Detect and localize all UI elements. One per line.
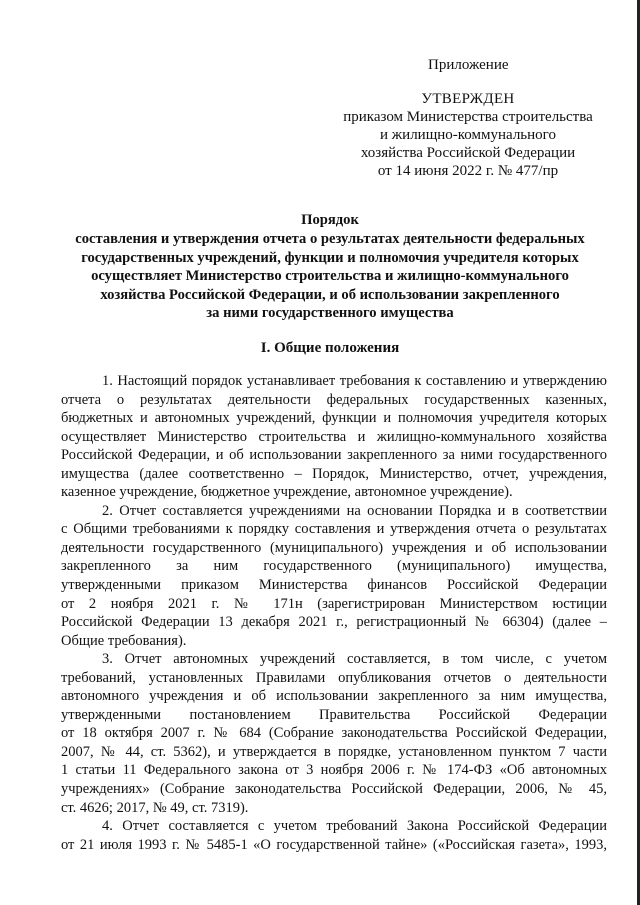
text-line: учреждениях» (Собрание законодательства Российской Федерации, 2006, № 45, (61, 781, 607, 798)
text-line: имущества (далее соответственно – Порядок, Министерство, отчет, учреждения, (61, 465, 607, 482)
text-line: 2. Отчет составляется учреждениями на основании Порядка и в соответствии (102, 502, 607, 519)
text-line: бюджетных и автономных учреждений, функции и полномочия учредителя которых (61, 410, 607, 427)
text-line: отчета о результатах деятельности федеральных государственных казенных, (61, 391, 607, 408)
text-line: 4. Отчет составляется с учетом требований Закона Российской Федерации (102, 818, 607, 835)
approval-line: и жилищно-коммунального (380, 127, 556, 143)
approved-heading: УТВЕРЖДЕН (421, 91, 515, 107)
text-line: от 2 ноября 2021 г. № 171н (зарегистрирован Министерством юстиции (61, 595, 607, 612)
text-line: казенное учреждение, бюджетное учреждение, автономное учреждение). (61, 484, 513, 501)
text-line: 1 статьи 11 Федерального закона от 3 ноября 2006 г. № 174-ФЗ «Об автономных (61, 762, 607, 779)
approval-line: от 14 июня 2022 г. № 477/пр (377, 163, 559, 179)
approval-line: хозяйства Российской Федерации (360, 145, 576, 161)
title-line: хозяйства Российской Федерации, и об использовании закрепленного (100, 286, 560, 303)
section-heading: I. Общие положения (260, 340, 400, 356)
text-line: 2007, № 44, ст. 5362), и утверждается в порядке, установленном пунктом 7 части (61, 743, 607, 760)
text-line: 1. Настоящий порядок устанавливает требования к составлению и утверждению (102, 373, 607, 389)
text-line: закрепленного за ним государственного (муниципального) имущества, (61, 558, 607, 575)
approval-block (340, 90, 596, 180)
text-line: осуществляет Министерство строительства и жилищно-коммунального хозяйства (61, 428, 607, 445)
text-line: утвержденными постановлением Правительства Российской Федерации (61, 706, 607, 723)
text-line: от 18 октября 2007 г. № 684 (Собрание законодательства Российской Федерации, (61, 725, 607, 742)
body-text (61, 372, 607, 854)
text-line: требований, установленных Правилами опубликования отчетов о деятельности (61, 669, 607, 686)
text-line: деятельности государственного (муниципального) учреждения и об использовании (61, 539, 607, 556)
text-line: автономного учреждения и об использовании закрепленного за ним имущества, (61, 688, 607, 705)
approval-line: приказом Министерства строительства (343, 109, 593, 125)
text-line: с Общими требованиями к порядку составления и утверждения отчета о результатах (61, 521, 607, 538)
title-line: составления и утверждения отчета о результатах деятельности федеральных (75, 231, 585, 247)
text-line: ст. 4626; 2017, № 49, ст. 7319). (61, 799, 249, 816)
title-line: государственных учреждений, функции и полномочия учредителя которых (81, 249, 579, 266)
title-line: осуществляет Министерство строительства и жилищно-коммунального (91, 268, 569, 284)
document-title (60, 211, 600, 323)
text-line: Российской Федерации 13 декабря 2021 г., регистрационный № 66304) (далее – (61, 614, 607, 631)
text-line: Российской Федерации, и об использовании закрепленного за ними государственного (61, 447, 607, 464)
text-line: утвержденными приказом Министерства финансов Российской Федерации (61, 577, 607, 594)
text-line: Общие требования). (61, 632, 187, 649)
text-line: от 21 июля 1993 г. № 5485-1 «О государственной тайне» («Российская газета», 1993, (61, 836, 607, 853)
title-line: за ними государственного имущества (206, 305, 454, 321)
text-line: 3. Отчет автономных учреждений составляется, в том числе, с учетом (102, 651, 607, 668)
title-word: Порядок (301, 212, 359, 228)
appendix-label: Приложение (428, 57, 509, 73)
